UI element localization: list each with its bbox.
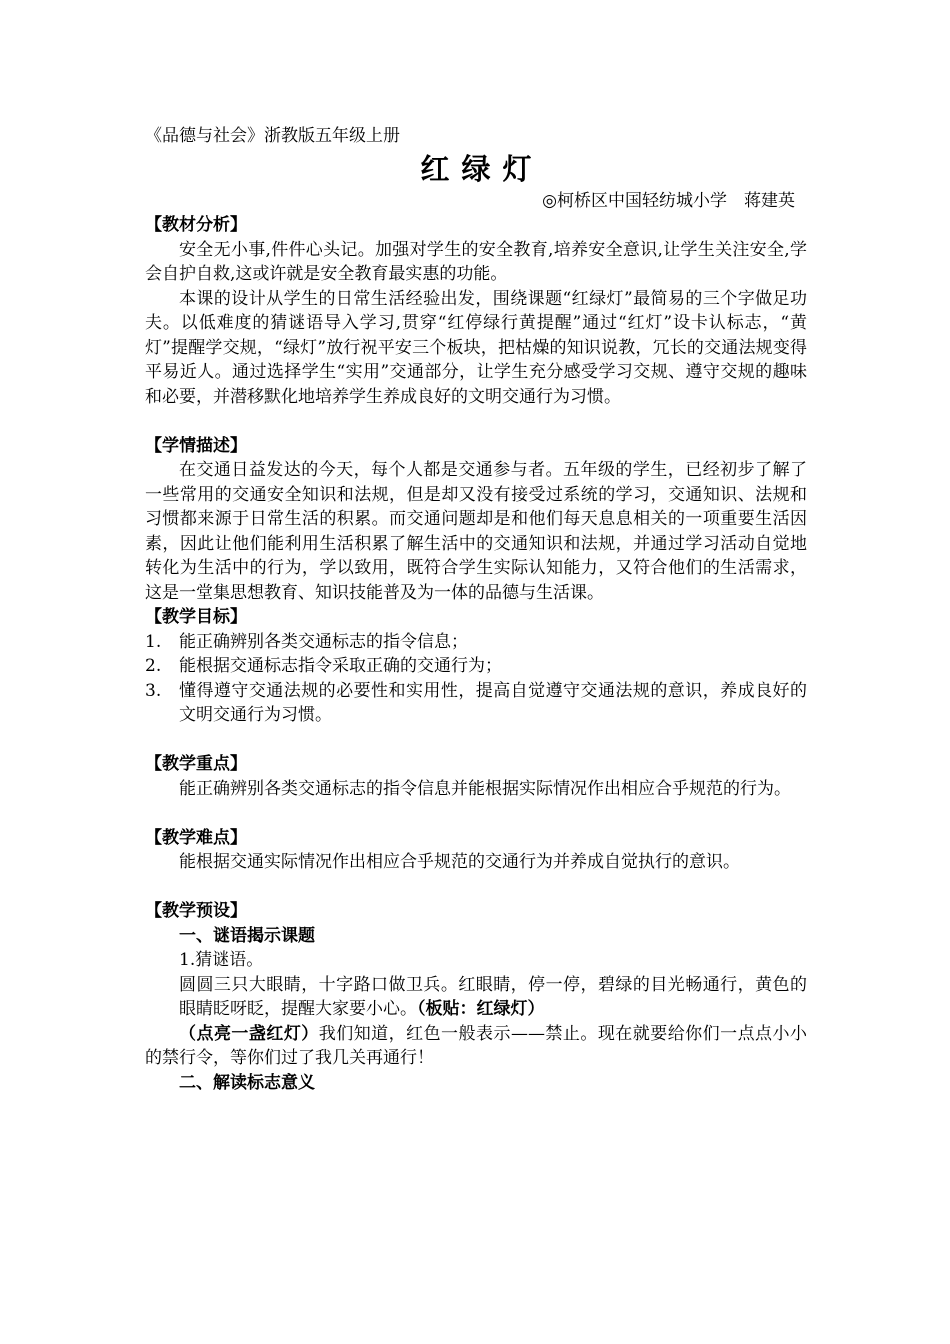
plan-step1: 1.猜谜语。 — [179, 950, 264, 970]
spacer — [145, 409, 807, 434]
list-item-number: 1. — [145, 631, 162, 652]
difficulties-paragraph: 能根据交通实际情况作出相应合乎规范的交通行为并养成自觉执行的意识。 — [179, 852, 740, 872]
spacer — [145, 801, 807, 826]
list-item-text: 能正确辨别各类交通标志的指令信息； — [179, 631, 468, 652]
light-text: 我们知道，红色一般表示——禁止。现在就要给你们一点点小小的禁行令，等你们过了我几关再通行！ — [145, 1023, 807, 1068]
material-paragraph-1: 安全无小事,件件心头记。加强对学生的安全教育,培养安全意识,让学生关注安全,学会自护自救,这或许就是安全教育最实惠的功能。 — [145, 239, 807, 284]
section-head-difficulties: 【教学难点】 — [145, 827, 247, 848]
list-item-text: 懂得遵守交通法规的必要性和实用性，提高自觉遵守交通法规的意识，养成良好的文明交通行为习惯。 — [179, 680, 807, 725]
board-note: （板贴：红绿灯） — [417, 999, 545, 1019]
document-page — [145, 124, 807, 1095]
section-head-material: 【教材分析】 — [145, 215, 247, 235]
list-item — [145, 630, 807, 655]
light-note: （点亮一盏红灯） — [179, 1023, 319, 1044]
list-item-text: 能根据交通标志指令采取正确的交通行为； — [179, 656, 502, 676]
subject-line: 《品德与社会》浙教版五年级上册 — [145, 126, 400, 146]
section-head-students: 【学情描述】 — [145, 435, 247, 456]
author-line: ◎柯桥区中国轻纺城小学 蒋建英 — [542, 190, 795, 211]
riddle-text: 圆圆三只大眼睛，十字路口做卫兵。红眼睛，停一停，碧绿的目光畅通行，黄色的眼睛眨呀眨，提醒大家要小心。 — [179, 974, 807, 1019]
light-paragraph — [145, 1022, 807, 1071]
spacer — [145, 728, 807, 753]
page-title: 红绿灯 — [420, 151, 544, 186]
plan-part2-heading: 二、解读标志意义 — [179, 1072, 315, 1093]
section-head-goals: 【教学目标】 — [145, 607, 247, 627]
plan-part1-heading: 一、谜语揭示课题 — [179, 925, 315, 946]
list-item — [145, 679, 807, 728]
students-paragraph-1: 在交通日益发达的今天，每个人都是交通参与者。五年级的学生，已经初步了解了一些常用的交通安全知识和法规，但是却又没有接受过系统的学习，交通知识、法规和习惯都来源于日常生活的积累。而交通问题却是和他们每天息息相关的一项重要生活因素，因此让他们能利用生活积累了解生活中的交通知识和法规，并通过学习活动自觉地转化为生活中的行为，学以致用，既符合学生实际认知能力，又符合他们的生活需求，这是一堂集思想教育、知识技能普及为一体的品德与生活课。 — [145, 460, 807, 603]
section-head-key-points: 【教学重点】 — [145, 754, 247, 774]
list-item-number: 3. — [145, 680, 162, 701]
goals-list — [145, 630, 807, 728]
riddle-paragraph — [145, 973, 807, 1022]
spacer — [145, 875, 807, 900]
section-head-plan: 【教学预设】 — [145, 901, 247, 921]
key-points-paragraph: 能正确辨别各类交通标志的指令信息并能根据实际情况作出相应合乎规范的行为。 — [179, 778, 791, 799]
list-item — [145, 654, 807, 679]
material-paragraph-2: 本课的设计从学生的日常生活经验出发，围绕课题“红绿灯”最简易的三个字做足功夫。以低难度的猜谜语导入学习,贯穿“红停绿行黄提醒”通过“红灯”设卡认标志，“黄灯”提醒学交规，“绿灯”放行祝平安三个板块，把枯燥的知识说教，冗长的交通法规变得平易近人。通过选择学生“实用”交通部分，让学生充分感受学习交规、遵守交规的趣味和必要，并潜移默化地培养学生养成良好的文明交通行为习惯。 — [145, 288, 807, 407]
list-item-number: 2. — [145, 656, 162, 676]
